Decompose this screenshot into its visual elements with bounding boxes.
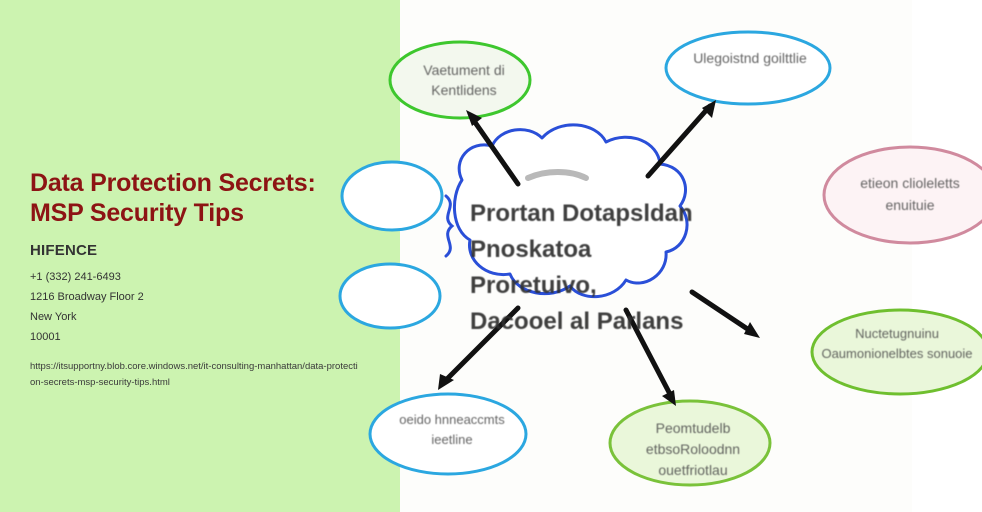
central-line-2: Pnoskatoa Proretuivo, (470, 236, 597, 299)
node-left-shape[interactable] (342, 162, 442, 230)
node-top-right-label: Ulegoistnd goilttlie (693, 50, 807, 66)
left-info-panel (0, 0, 400, 512)
node-right-top-shape[interactable] (824, 147, 982, 243)
page-title: Data Protection Secrets: MSP Security Tips (30, 169, 316, 227)
node-right-lower-label: Nuctetugnuinu Oaumonionelbtes sonuoie (821, 326, 973, 361)
phone-number: +1 (332) 241-6493 (30, 271, 121, 283)
node-top-left-label: Vaetument di Kentlidens (423, 62, 505, 98)
node-bottom-label: Peomtudelb etbsoRoloodnn ouetfriotlau (645, 420, 741, 478)
address-line-1: 1216 Broadway Floor 2 (30, 291, 144, 303)
central-node-label (470, 196, 720, 340)
node-right-lower-shape[interactable] (812, 310, 982, 394)
central-line-1: Prortan Dotapsldan (470, 200, 693, 227)
node-left-lower-shape[interactable] (340, 264, 440, 328)
brand-name: HIFENCE (30, 242, 98, 259)
left-content-block (30, 168, 370, 391)
node-top-left-shape[interactable] (390, 42, 530, 118)
arrowhead-right (744, 322, 760, 338)
address-line-2: New York (30, 311, 77, 323)
central-line-3: Dacooel al Parlans (470, 308, 684, 335)
node-bottom-shape[interactable] (610, 401, 770, 485)
node-bottom-left-label: oeido hnneaccmts ieetline (399, 412, 505, 447)
arrow-center-to-top-right (648, 106, 710, 176)
source-url[interactable]: https://itsupportny.blob.core.windows.net/it-consulting-manhattan/data-protection-secrets-msp-security-tips.html (30, 361, 358, 388)
node-top-right-shape[interactable] (666, 32, 830, 104)
postal-code: 10001 (30, 331, 61, 343)
node-right-top-label: etieon clioleletts enuituie (860, 175, 960, 213)
node-bottom-left-shape[interactable] (370, 394, 526, 474)
left-squiggle-accent (446, 196, 452, 256)
mind-map-panel (399, 0, 973, 512)
